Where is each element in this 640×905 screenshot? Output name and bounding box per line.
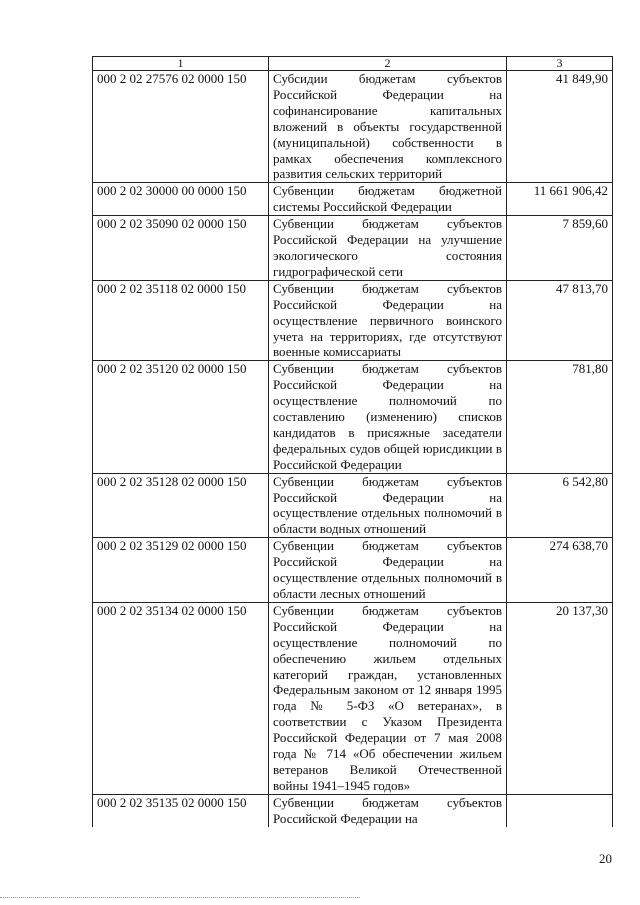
row-amount: 6 542,80 bbox=[507, 473, 613, 538]
row-description: Субвенции бюджетам субъектов Российской Федерации на bbox=[269, 794, 507, 826]
row-amount: 11 661 906,42 bbox=[507, 183, 613, 216]
budget-table bbox=[92, 56, 613, 827]
row-amount: 274 638,70 bbox=[507, 538, 613, 603]
column-header: 2 bbox=[269, 57, 507, 71]
table-row bbox=[93, 216, 613, 281]
row-amount: 41 849,90 bbox=[507, 71, 613, 183]
page-number: 20 bbox=[599, 851, 612, 866]
budget-code: 000 2 02 35128 02 0000 150 bbox=[93, 473, 269, 538]
scan-edge-divider bbox=[0, 897, 360, 898]
budget-code: 000 2 02 30000 00 0000 150 bbox=[93, 183, 269, 216]
budget-code: 000 2 02 35090 02 0000 150 bbox=[93, 216, 269, 281]
row-amount: 20 137,30 bbox=[507, 602, 613, 794]
table-row bbox=[93, 794, 613, 826]
row-amount: 47 813,70 bbox=[507, 280, 613, 361]
row-amount: 781,80 bbox=[507, 361, 613, 473]
table-row bbox=[93, 538, 613, 603]
table-row bbox=[93, 71, 613, 183]
row-description: Субвенции бюджетам субъектов Российской Федерации на улучшение экологического состояния гидрографической сети bbox=[269, 216, 507, 281]
row-description: Субвенции бюджетам бюджетной системы Российской Федерации bbox=[269, 183, 507, 216]
table-row bbox=[93, 280, 613, 361]
table-header-row bbox=[93, 57, 613, 71]
column-header: 3 bbox=[507, 57, 613, 71]
table-row bbox=[93, 473, 613, 538]
row-description: Субвенции бюджетам субъектов Российской Федерации на осуществление отдельных полномочий в области лесных отношений bbox=[269, 538, 507, 603]
table-row bbox=[93, 361, 613, 473]
row-description: Субвенции бюджетам субъектов Российской Федерации на осуществление полномочий по составлению (изменению) списков кандидатов в присяжные заседатели федеральных судов общей юрисдикции в Российской Федерации bbox=[269, 361, 507, 473]
budget-code: 000 2 02 27576 02 0000 150 bbox=[93, 71, 269, 183]
row-description: Субвенции бюджетам субъектов Российской Федерации на осуществление полномочий по обеспечению жильем отдельных категорий граждан, установленных Федеральным законом от 12 января 1995 года № 5-ФЗ «О ветеранах», в соответствии с Указом Президента Российской Федерации от 7 мая 2008 года № 714 «Об обеспечении жильем ветеранов Великой Отечественной войны 1941–1945 годов» bbox=[269, 602, 507, 794]
row-description: Субвенции бюджетам субъектов Российской Федерации на осуществление первичного воинского учета на территориях, где отсутствуют военные комиссариаты bbox=[269, 280, 507, 361]
budget-code: 000 2 02 35135 02 0000 150 bbox=[93, 794, 269, 826]
row-description: Субсидии бюджетам субъектов Российской Федерации на софинансирование капитальных вложений в объекты государственной (муниципальной) собственности в рамках обеспечения комплексного развития сельских территорий bbox=[269, 71, 507, 183]
budget-code: 000 2 02 35120 02 0000 150 bbox=[93, 361, 269, 473]
budget-code: 000 2 02 35134 02 0000 150 bbox=[93, 602, 269, 794]
budget-code: 000 2 02 35129 02 0000 150 bbox=[93, 538, 269, 603]
table-row bbox=[93, 602, 613, 794]
table-row bbox=[93, 183, 613, 216]
row-amount bbox=[507, 794, 613, 826]
row-description: Субвенции бюджетам субъектов Российской Федерации на осуществление отдельных полномочий в области водных отношений bbox=[269, 473, 507, 538]
column-header: 1 bbox=[93, 57, 269, 71]
budget-code: 000 2 02 35118 02 0000 150 bbox=[93, 280, 269, 361]
row-amount: 7 859,60 bbox=[507, 216, 613, 281]
